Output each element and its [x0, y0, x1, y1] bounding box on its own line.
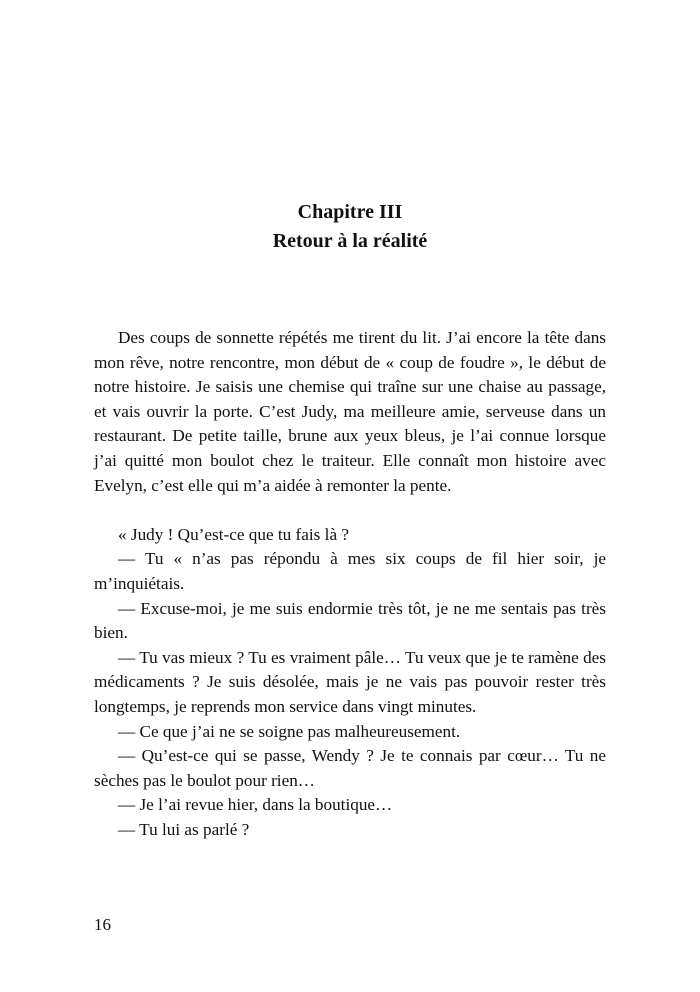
chapter-heading [0, 198, 700, 256]
narrative-paragraph: Des coups de sonnette répétés me tirent du lit. J’ai encore la tête dans mon rêve, notre rencontre, mon début de « coup de foudre », le début de notre histoire. Je saisis une chemise qui traîne sur une chaise au passage, et vais ouvrir la porte. C’est Judy, ma meilleure amie, serveuse dans un restaurant. De petite taille, brune aux yeux bleus, je l’ai connue lorsque j’ai quitté mon boulot chez le traiteur. Elle connaît mon histoire avec Evelyn, c’est elle qui m’a aidée à remonter la pente. [94, 328, 606, 495]
chapter-title: Retour à la réalité [272, 230, 428, 252]
dialogue-line: — Tu lui as parlé ? [118, 819, 250, 839]
dialogue-line: « Judy ! Qu’est-ce que tu fais là ? [118, 524, 349, 544]
page-number: 16 [94, 915, 111, 934]
dialogue-line: — Je l’ai revue hier, dans la boutique… [118, 795, 393, 815]
dialogue-line: — Tu vas mieux ? Tu es vraiment pâle… Tu veux que je te ramène des médicaments ? Je suis désolée, mais je ne vais pas pouvoir rester très longtemps, je reprends mon service dans vingt minutes. [94, 647, 606, 716]
chapter-number: Chapitre III [297, 201, 403, 223]
dialogue-line: — Ce que j’ai ne se soigne pas malheureusement. [118, 721, 461, 741]
dialogue-line: — Tu « n’as pas répondu à mes six coups de fil hier soir, je m’inquiétais. [94, 549, 606, 593]
dialogue-line: — Qu’est-ce qui se passe, Wendy ? Je te connais par cœur… Tu ne sèches pas le boulot pour rien… [94, 746, 606, 790]
dialogue-line: — Excuse-moi, je me suis endormie très tôt, je ne me sentais pas très bien. [94, 598, 606, 643]
chapter-body [94, 326, 606, 842]
